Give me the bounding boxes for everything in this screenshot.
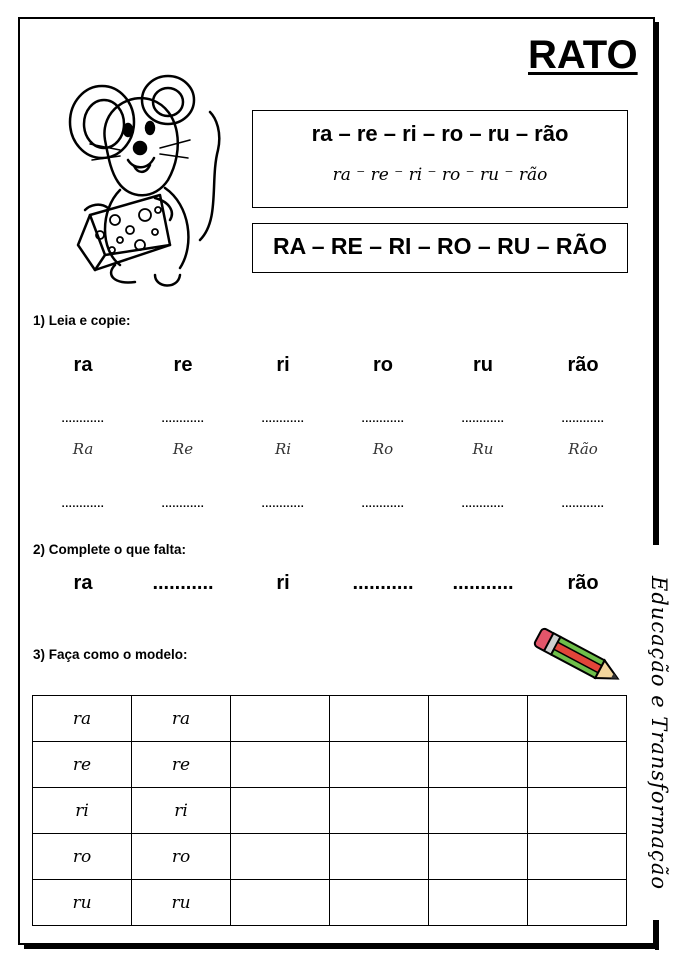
syllables-upper: RA – RE – RI – RO – RU – RÃO	[272, 233, 607, 259]
table-row	[33, 880, 627, 926]
q1-blank[interactable]: ............	[61, 498, 105, 510]
table-cell[interactable]	[528, 788, 627, 834]
table-cell: ro	[33, 834, 132, 880]
table-cell: re	[132, 742, 231, 788]
mouse-with-cheese-illustration	[60, 70, 235, 295]
q1-cursive-upper: Re	[172, 440, 194, 458]
side-text: Educação e Transformação	[647, 575, 671, 890]
question-1-label: 1) Leia e copie:	[33, 313, 131, 328]
q2-item: rão	[567, 572, 599, 594]
table-cell: ru	[132, 880, 231, 926]
table-cell: re	[33, 742, 132, 788]
table-row	[33, 696, 627, 742]
q2-blank[interactable]: ...........	[452, 572, 514, 594]
syllables-print: ra – re – ri – ro – ru – rão	[311, 121, 569, 146]
table-cell[interactable]	[231, 788, 330, 834]
table-cell[interactable]	[330, 742, 429, 788]
table-cell: ru	[33, 880, 132, 926]
table-cell[interactable]	[528, 696, 627, 742]
table-cell[interactable]	[330, 696, 429, 742]
q1-cursive-upper: Ra	[72, 440, 94, 458]
page-title: RATO	[528, 33, 638, 77]
table-cell: ri	[33, 788, 132, 834]
q1-blank[interactable]: ............	[261, 498, 305, 510]
table-cell[interactable]	[330, 880, 429, 926]
practice-table	[32, 695, 627, 926]
table-cell[interactable]	[528, 880, 627, 926]
frame-shadow-bottom	[24, 945, 659, 949]
pencil-icon	[525, 625, 630, 690]
table-cell[interactable]	[429, 696, 528, 742]
q1-syllable: re	[173, 354, 193, 376]
table-cell[interactable]	[231, 742, 330, 788]
table-cell[interactable]	[231, 834, 330, 880]
table-row	[33, 834, 627, 880]
q1-syllable: ro	[373, 354, 393, 376]
q1-cursive-upper: Ru	[472, 440, 494, 458]
q2-blank[interactable]: ...........	[152, 572, 214, 594]
table-cell[interactable]	[429, 742, 528, 788]
q2-blank[interactable]: ...........	[352, 572, 414, 594]
syllables-box	[252, 110, 628, 208]
table-cell[interactable]	[429, 834, 528, 880]
syllables-cursive: ra ⁻ re ⁻ ri ⁻ ro ⁻ ru ⁻ rão	[332, 165, 548, 185]
q1-cursive-upper: Rão	[568, 440, 598, 458]
q1-cursive-upper: Ri	[274, 440, 292, 458]
table-cell[interactable]	[429, 880, 528, 926]
table-row	[33, 788, 627, 834]
q1-blank[interactable]: ............	[461, 498, 505, 510]
table-cell[interactable]	[231, 880, 330, 926]
table-cell[interactable]	[429, 788, 528, 834]
q1-syllable: rão	[567, 354, 599, 376]
table-cell[interactable]	[330, 788, 429, 834]
q1-blank[interactable]: ............	[61, 413, 105, 425]
table-cell: ra	[33, 696, 132, 742]
q1-blank[interactable]: ............	[461, 413, 505, 425]
q1-syllable: ri	[276, 354, 290, 376]
table-cell: ri	[132, 788, 231, 834]
table-cell[interactable]	[528, 834, 627, 880]
syllables-upper-box	[252, 223, 628, 273]
question-3-label: 3) Faça como o modelo:	[33, 647, 188, 662]
q1-blank[interactable]: ............	[161, 498, 205, 510]
q1-blank[interactable]: ............	[261, 413, 305, 425]
table-row	[33, 742, 627, 788]
q1-syllable: ru	[473, 354, 493, 376]
table-cell[interactable]	[231, 696, 330, 742]
table-cell[interactable]	[528, 742, 627, 788]
q1-blank[interactable]: ............	[361, 413, 405, 425]
q1-blank[interactable]: ............	[161, 413, 205, 425]
q2-item: ra	[73, 572, 93, 594]
q2-item: ri	[276, 572, 290, 594]
q1-syllable: ra	[73, 354, 93, 376]
q1-blank[interactable]: ............	[361, 498, 405, 510]
table-cell: ro	[132, 834, 231, 880]
side-text-box	[647, 545, 671, 920]
question-2-label: 2) Complete o que falta:	[33, 542, 187, 557]
table-cell: ra	[132, 696, 231, 742]
table-cell[interactable]	[330, 834, 429, 880]
q1-cursive-upper: Ro	[372, 440, 394, 458]
q1-blank[interactable]: ............	[561, 498, 605, 510]
q1-blank[interactable]: ............	[561, 413, 605, 425]
